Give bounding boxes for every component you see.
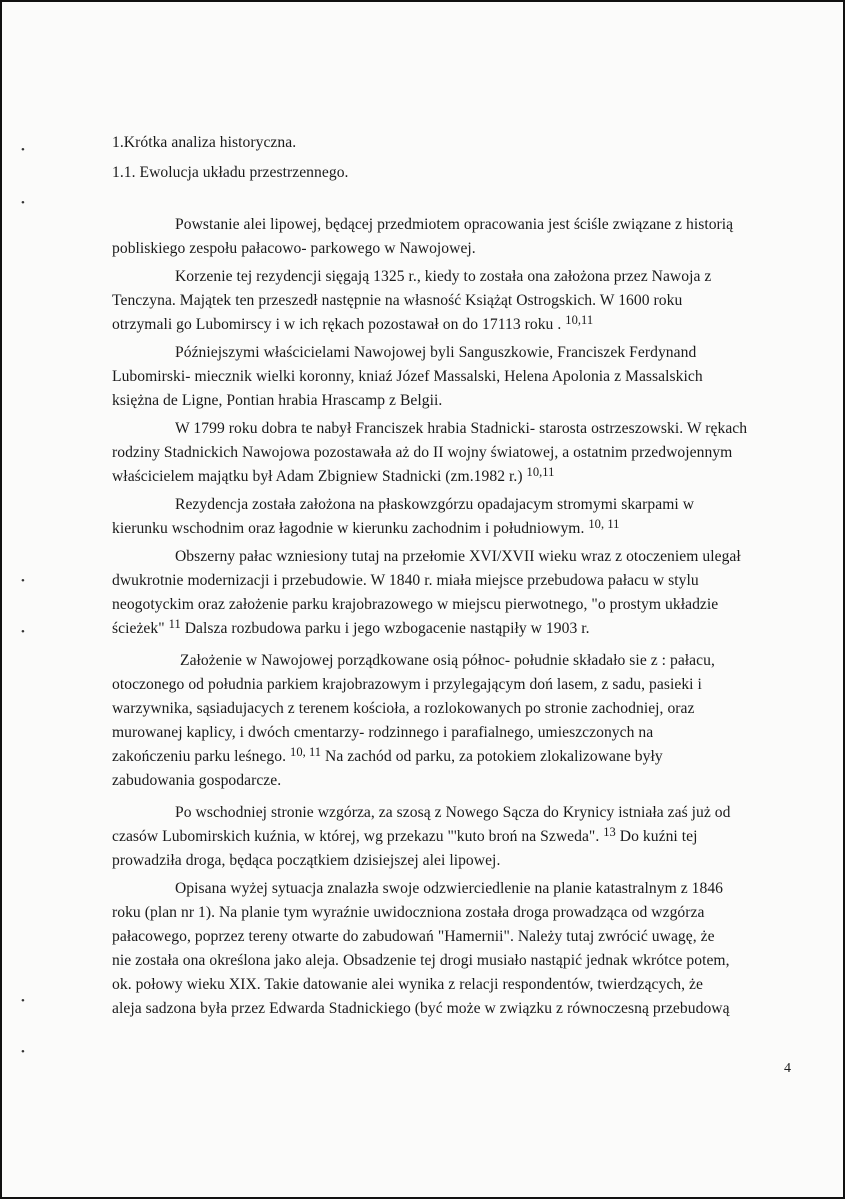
line-text: Założenie w Nawojowej porządkowane osią północ- południe składało sie z : pałacu,: [180, 652, 715, 669]
line-text: neogotyckim oraz założenie parku krajobrazowego w miejscu pierwotnego, "o prostym układzie: [112, 596, 719, 613]
line-text-continued: Na zachód od parku, za potokiem zlokalizowane były: [321, 748, 663, 765]
line-text: zakończeniu parku leśnego.: [112, 748, 287, 765]
text-line: [112, 617, 590, 638]
text-line: [112, 676, 702, 694]
footnote-reference: 10, 11: [290, 745, 322, 759]
text-line: [112, 928, 715, 946]
footnote-reference: 10, 11: [588, 517, 620, 531]
line-text: ścieżek": [112, 620, 165, 637]
text-line: [175, 268, 711, 286]
line-text: roku (plan nr 1). Na planie tym wyraźnie uwidoczniona została droga prowadząca od wzgórza: [112, 904, 705, 921]
line-text: Opisana wyżej sytuacja znalazła swoje odzwierciedlenie na planie katastralnym z 1846: [175, 880, 724, 897]
text-line: [112, 517, 620, 538]
line-text: Późniejszymi właścicielami Nawojowej byli Sanguszkowie, Franciszek Ferdynand: [175, 344, 697, 361]
text-line: [112, 368, 703, 386]
text-line: [175, 496, 694, 514]
margin-mark: •: [21, 626, 25, 638]
line-text: pałacowego, poprzez tereny otwarte do zabudowań "Hamernii". Należy tutaj zwrócić uwagę, że: [112, 928, 715, 945]
line-text: nie została ona określona jako aleja. Obsadzenie tej drogi musiało nastąpić jednak wkrótce potem,: [112, 952, 730, 969]
footnote-reference: 10,11: [565, 313, 594, 327]
text-line: [112, 852, 500, 870]
text-line: [112, 392, 442, 410]
text-line: [180, 652, 715, 670]
line-text: dwukrotnie modernizacji i przebudowie. W 1840 r. miała miejsce przebudowa pałacu w stylu: [112, 572, 699, 589]
margin-mark: •: [21, 575, 25, 587]
text-line: [112, 724, 653, 742]
line-text-continued: Do kuźni tej: [615, 828, 698, 845]
text-line: [112, 745, 663, 766]
line-text: właścicielem majątku był Adam Zbigniew Stadnicki (zm.1982 r.): [112, 468, 523, 485]
margin-mark: •: [21, 995, 25, 1007]
heading-subsection: 1.1. Ewolucja układu przestrzennego.: [112, 164, 349, 181]
text-line: [175, 804, 731, 822]
text-line: [112, 465, 555, 486]
text-line: [112, 313, 594, 334]
page-number: 4: [784, 1061, 791, 1076]
line-text: księżna de Ligne, Pontian hrabia Hrascamp z Belgii.: [112, 392, 443, 409]
text-line: [175, 216, 733, 234]
line-text: otrzymali go Lubomirscy i w ich rękach pozostawał on do 17113 roku .: [112, 316, 562, 333]
text-line: [175, 548, 741, 566]
line-text: Korzenie tej rezydencji sięgają 1325 r., kiedy to została ona założona przez Nawoja z: [175, 268, 712, 285]
line-text: Po wschodniej stronie wzgórza, za szosą z Nowego Sącza do Krynicy istniała zaś już od: [175, 804, 731, 821]
line-text: Tenczyna. Majątek ten przeszedł następnie na własność Książąt Ostrogskich. W 1600 roku: [112, 292, 683, 309]
line-text: murowanej kaplicy, i dwóch cmentarzy- rodzinnego i parafialnego, umieszczonych na: [112, 724, 654, 741]
text-line: [112, 1000, 730, 1018]
line-text: W 1799 roku dobra te nabył Franciszek hrabia Stadnicki- starosta ostrzeszowski. W rękach: [175, 420, 748, 437]
margin-mark: •: [21, 144, 25, 156]
line-text: aleja sadzona była przez Edwarda Stadnickiego (być może w związku z równoczesną przebudową: [112, 1000, 730, 1017]
line-text: czasów Lubomirskich kuźnia, w której, wg przekazu "'kuto broń na Szweda".: [112, 828, 600, 845]
line-text: pobliskiego zespołu pałacowo- parkowego w Nawojowej.: [112, 240, 476, 257]
footnote-reference: 10,11: [526, 465, 555, 479]
text-line: [112, 292, 682, 310]
text-line: [112, 240, 476, 258]
text-line: [112, 572, 699, 590]
line-text: warzywnika, sąsiadujacych z terenem kościoła, a rozlokowanych po stronie zachodniej, oraz: [112, 700, 695, 717]
line-text: prowadziła droga, będąca początkiem dzisiejszej alei lipowej.: [112, 852, 501, 869]
margin-mark: •: [21, 1046, 25, 1058]
line-text: ok. połowy wieku XIX. Takie datowanie alei wynika z relacji respondentów, twierdzących, że: [112, 976, 703, 993]
line-text: zabudowania gospodarcze.: [112, 772, 282, 789]
margin-mark: •: [21, 197, 25, 209]
text-line: [112, 904, 704, 922]
line-text-continued: Dalsza rozbudowa parku i jego wzbogacenie nastąpiły w 1903 r.: [180, 620, 590, 637]
text-line: [112, 825, 698, 846]
text-line: [112, 444, 732, 462]
text-line: [112, 700, 694, 718]
footnote-reference: 11: [168, 617, 181, 631]
text-line: [175, 420, 747, 438]
text-line: [112, 596, 718, 614]
text-line: [175, 344, 696, 362]
line-text: Obszerny pałac wzniesiony tutaj na przełomie XVI/XVII wieku wraz z otoczeniem ulegał: [175, 548, 741, 565]
line-text: rodziny Stadnickich Nawojowa pozostawała aż do II wojny światowej, a ostatnim przedwojennym: [112, 444, 733, 461]
line-text: Lubomirski- miecznik wielki koronny, kniaź Józef Massalski, Helena Apolonia z Massalskich: [112, 368, 703, 385]
text-line: [112, 952, 730, 970]
text-line: [112, 976, 703, 994]
text-line: [112, 772, 281, 790]
text-line: [175, 880, 723, 898]
line-text: otoczonego od południa parkiem krajobrazowym i przylegającym doń lasem, z sadu, pasieki i: [112, 676, 702, 693]
line-text: Powstanie alei lipowej, będącej przedmiotem opracowania jest ściśle związane z historią: [175, 216, 734, 233]
footnote-reference: 13: [603, 825, 616, 839]
line-text: kierunku wschodnim oraz łagodnie w kierunku zachodnim i południowym.: [112, 520, 585, 537]
heading-section: 1.Krótka analiza historyczna.: [112, 134, 297, 151]
line-text: Rezydencja została założona na płaskowzgórzu opadajacym stromymi skarpami w: [175, 496, 695, 513]
